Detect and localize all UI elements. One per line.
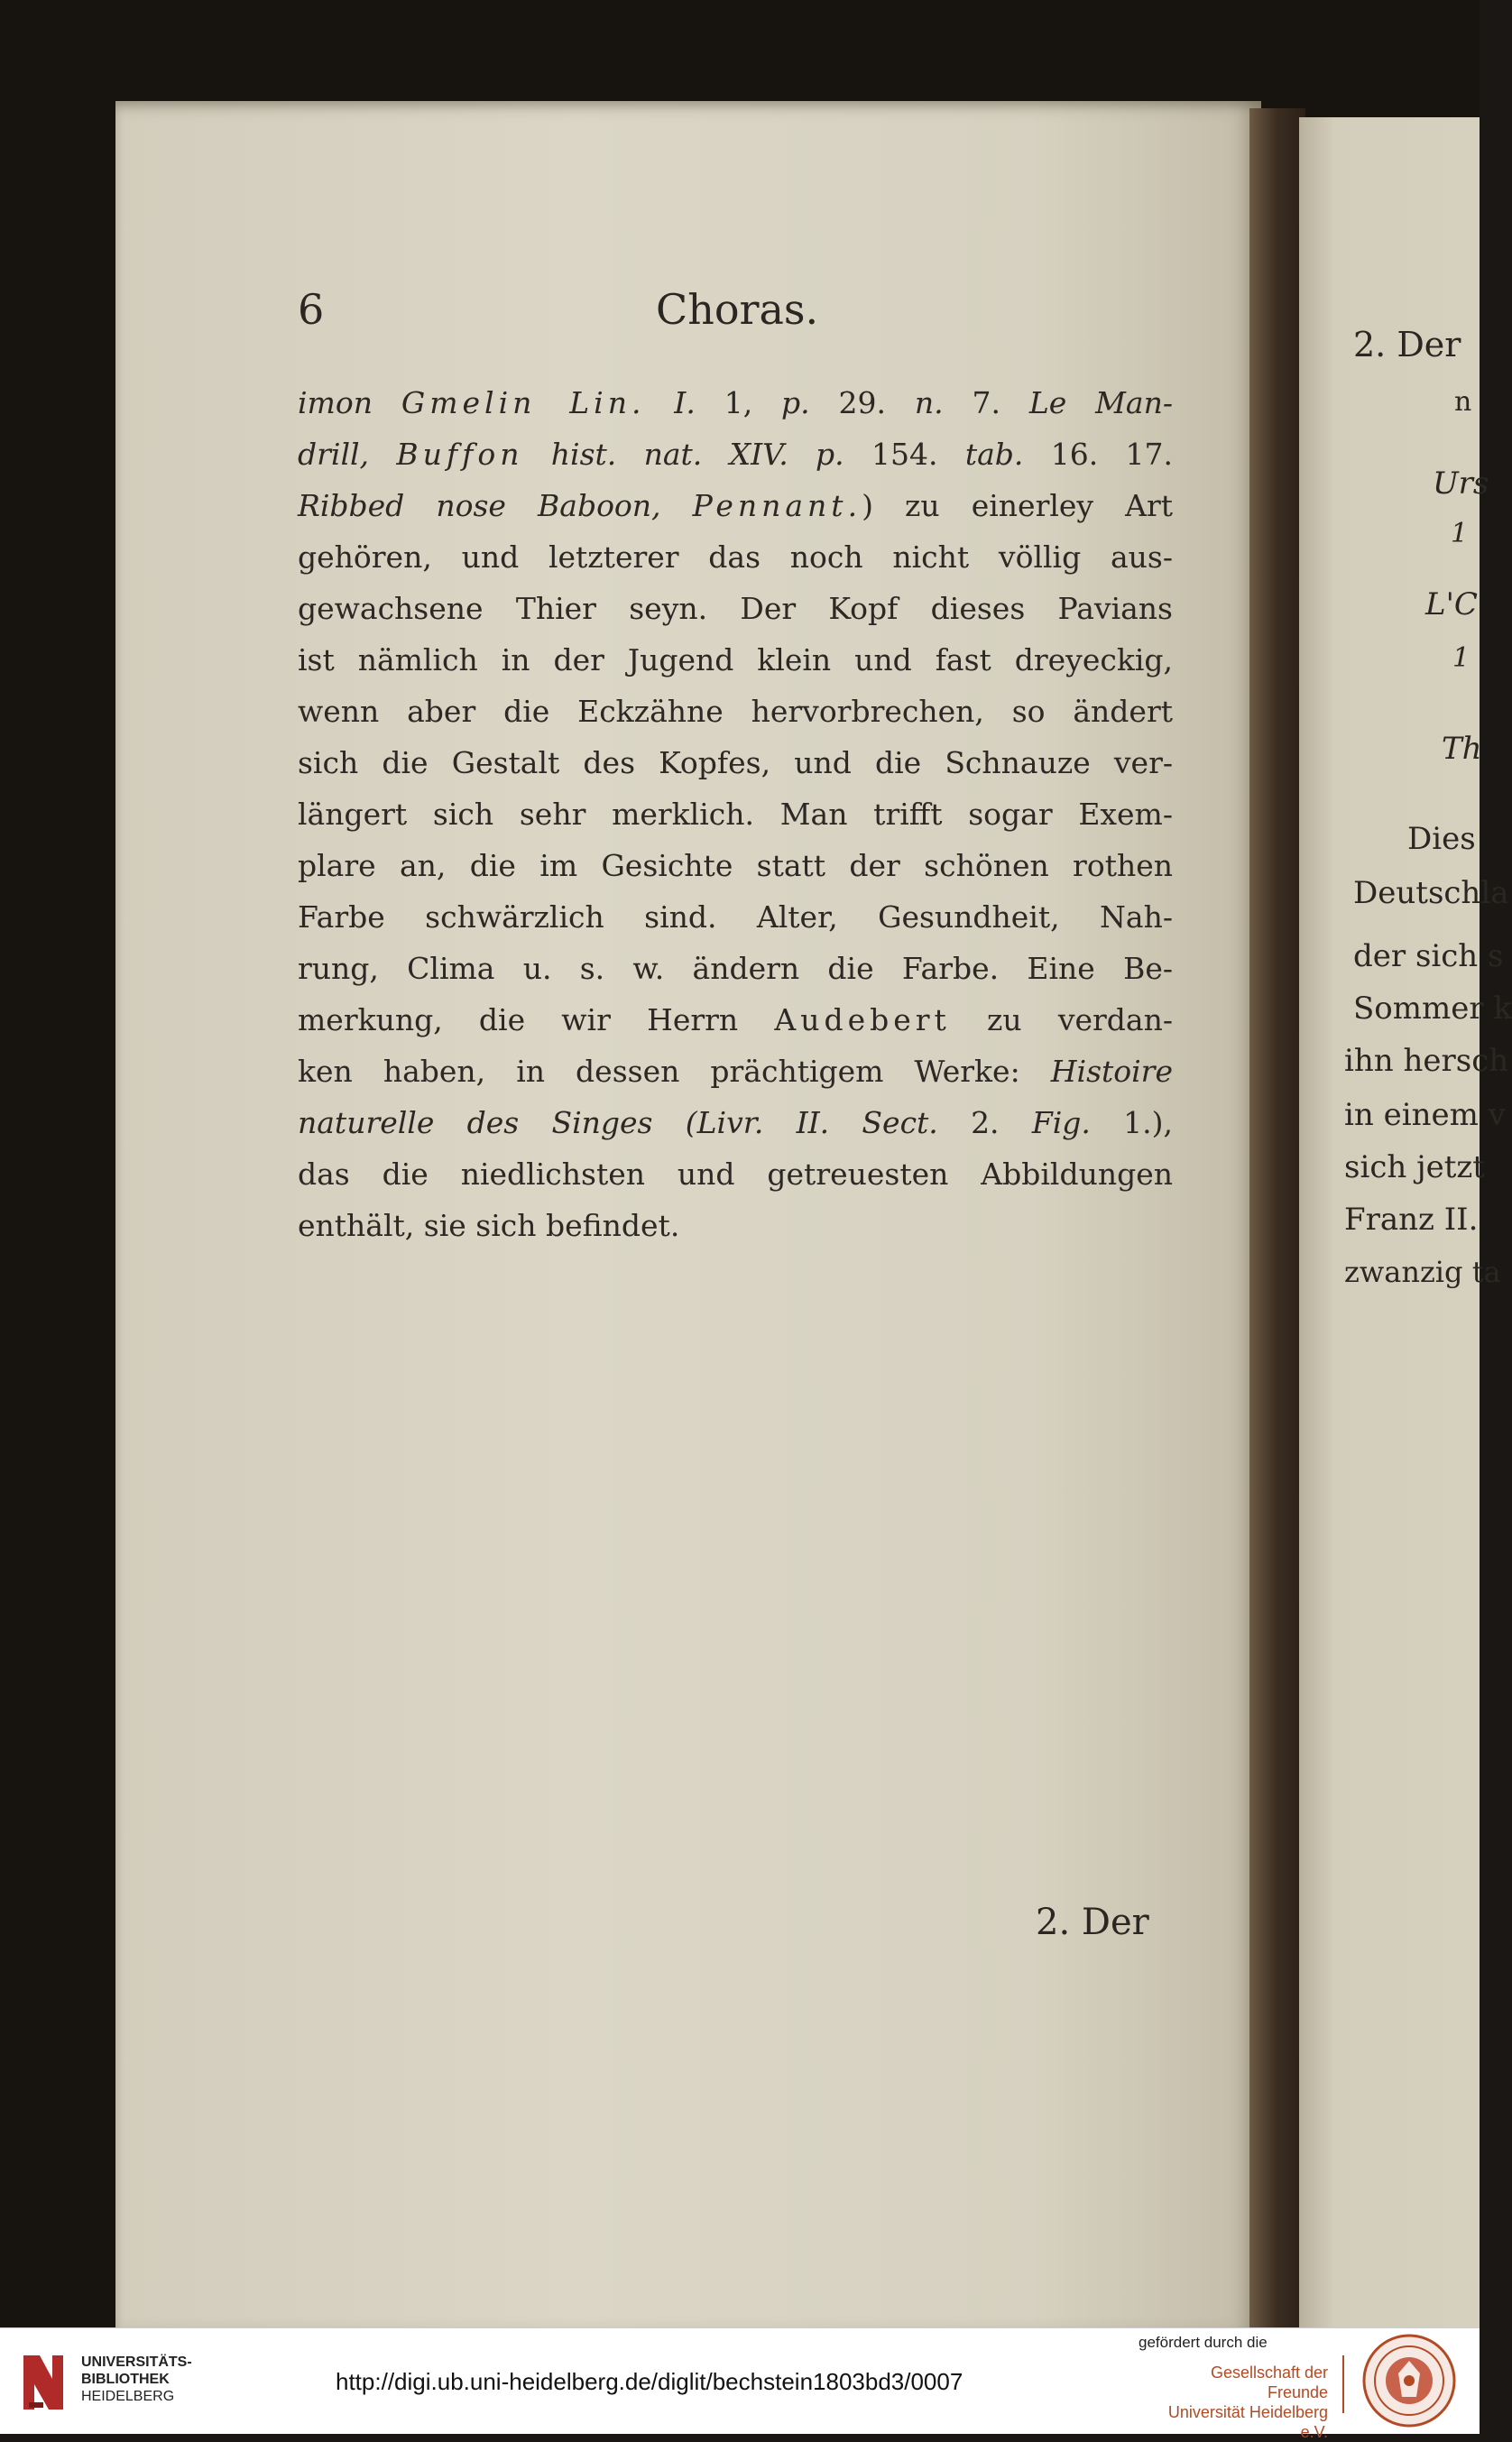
text-line (298, 994, 1173, 1046)
text-run: ) zu einerley Art (862, 488, 1174, 523)
text-line (298, 583, 1173, 634)
text-line (298, 1200, 1173, 1251)
page-number: 6 (298, 285, 325, 334)
library-name-line: BIBLIOTHEK (81, 2372, 170, 2387)
text-line (298, 943, 1173, 994)
text-run: ken haben, in dessen prächtigem Werke: (298, 1054, 1051, 1089)
right-page-fragment: 1 (1451, 518, 1469, 549)
text-run: p. (781, 385, 839, 420)
text-run: n. (914, 385, 973, 420)
text-run: 1.), (1123, 1105, 1173, 1140)
right-page-fragment: Franz II. (1344, 1202, 1479, 1238)
text-run: das die niedlichsten und getreuesten Abbildungen (298, 1156, 1173, 1192)
text-line (298, 686, 1173, 737)
funder-name-line: Universität Heidelberg e.V. (1167, 2403, 1328, 2441)
text-run: 7. (972, 385, 1029, 420)
text-line (298, 1097, 1173, 1148)
text-line (298, 840, 1173, 891)
library-name-line: UNIVERSITÄTS- (81, 2354, 192, 2370)
right-page-fragment: sich jetzt (1344, 1149, 1485, 1185)
funder-name (1151, 2363, 1328, 2442)
text-run: Histoire (1050, 1054, 1173, 1089)
text-run: naturelle des Singes (Livr. II. Sect. (298, 1105, 972, 1140)
right-page-fragment: Sommer k (1353, 991, 1512, 1027)
text-run: rung, Clima u. s. w. ändern die Farbe. Eine Be- (298, 951, 1173, 986)
text-line (298, 634, 1173, 686)
right-page-fragment: zwanzig ta (1344, 1255, 1501, 1289)
text-run: Pennant. (692, 488, 862, 523)
text-run: Buffon (396, 437, 524, 472)
right-page-fragment: der sich s (1353, 938, 1504, 974)
right-page-fragment: 1 (1452, 642, 1471, 674)
footer-banner (0, 2327, 1480, 2441)
text-run: Ribbed nose Baboon, (298, 488, 693, 523)
text-run: Fig. (1031, 1105, 1124, 1140)
library-name-line: HEIDELBERG (81, 2389, 175, 2404)
text-run: Farbe schwärzlich sind. Alter, Gesundheit, Nah- (298, 899, 1173, 935)
text-run: tab. (964, 437, 1051, 472)
book-gutter (1249, 108, 1305, 2327)
text-run: 2. (971, 1105, 1032, 1140)
right-page-fragment: Dies (1407, 821, 1476, 857)
text-line (298, 788, 1173, 840)
right-page-fragment: Deutschla (1353, 875, 1509, 911)
text-line (298, 429, 1173, 480)
text-run: merkung, die wir Herrn (298, 1002, 775, 1037)
text-run: zu verdan- (950, 1002, 1173, 1037)
right-page-fragment: in einem v (1344, 1097, 1506, 1133)
right-page-fragment: L'C (1425, 586, 1478, 622)
text-line (298, 1046, 1173, 1097)
text-line (298, 377, 1173, 429)
funded-by-label: gefördert durch die (1139, 2334, 1268, 2351)
text-run: wenn aber die Eckzähne hervorbrechen, so ändert (298, 694, 1173, 729)
funder-divider (1342, 2355, 1344, 2413)
text-run: 154. (871, 437, 965, 472)
right-page-fragment: 2. Der (1353, 325, 1461, 364)
text-line (298, 891, 1173, 943)
text-run: gehören, und letzterer das noch nicht völlig aus- (298, 539, 1173, 575)
catchword: 2. Der (1036, 1902, 1149, 1943)
text-run: drill, (298, 437, 397, 472)
university-seal-icon (1362, 2334, 1456, 2428)
library-name (81, 2354, 192, 2405)
text-line (298, 737, 1173, 788)
text-run: sich die Gestalt des Kopfes, und die Schnauze ver- (298, 745, 1173, 780)
text-run: plare an, die im Gesichte statt der schönen rothen (298, 848, 1173, 883)
right-page-fragment: Urs (1433, 465, 1489, 502)
page-title: Choras. (656, 285, 819, 334)
funder-name-line: Gesellschaft der Freunde (1210, 2364, 1328, 2401)
text-run: 29. (838, 385, 915, 420)
text-run: enthält, sie sich befindet. (298, 1208, 680, 1243)
permalink-url[interactable]: http://digi.ub.uni-heidelberg.de/diglit/bechstein1803bd3/0007 (336, 2368, 963, 2395)
text-run: Gmelin Lin. (401, 385, 646, 420)
text-run: längert sich sehr merklich. Man trifft sogar Exem- (298, 797, 1173, 832)
text-line (298, 1148, 1173, 1200)
text-run: Le Man- (1028, 385, 1173, 420)
text-run: hist. nat. XIV. p. (523, 437, 871, 472)
text-run: 16. 17. (1050, 437, 1173, 472)
text-run: imon (298, 385, 401, 420)
text-line (298, 531, 1173, 583)
body-text (298, 377, 1173, 1251)
text-run: Audebert (774, 1002, 951, 1037)
text-line (298, 480, 1173, 531)
text-run: I. (645, 385, 724, 420)
text-run: ist nämlich in der Jugend klein und fast dreyeckig, (298, 642, 1173, 677)
right-page-fragment: n (1454, 386, 1472, 418)
text-run: gewachsene Thier seyn. Der Kopf dieses Pavians (298, 591, 1173, 626)
right-page-fragment: ihn hersch (1344, 1043, 1509, 1079)
university-library-logo-icon (16, 2346, 70, 2417)
right-page-fragment: Th (1442, 731, 1482, 767)
text-run: 1, (724, 385, 782, 420)
